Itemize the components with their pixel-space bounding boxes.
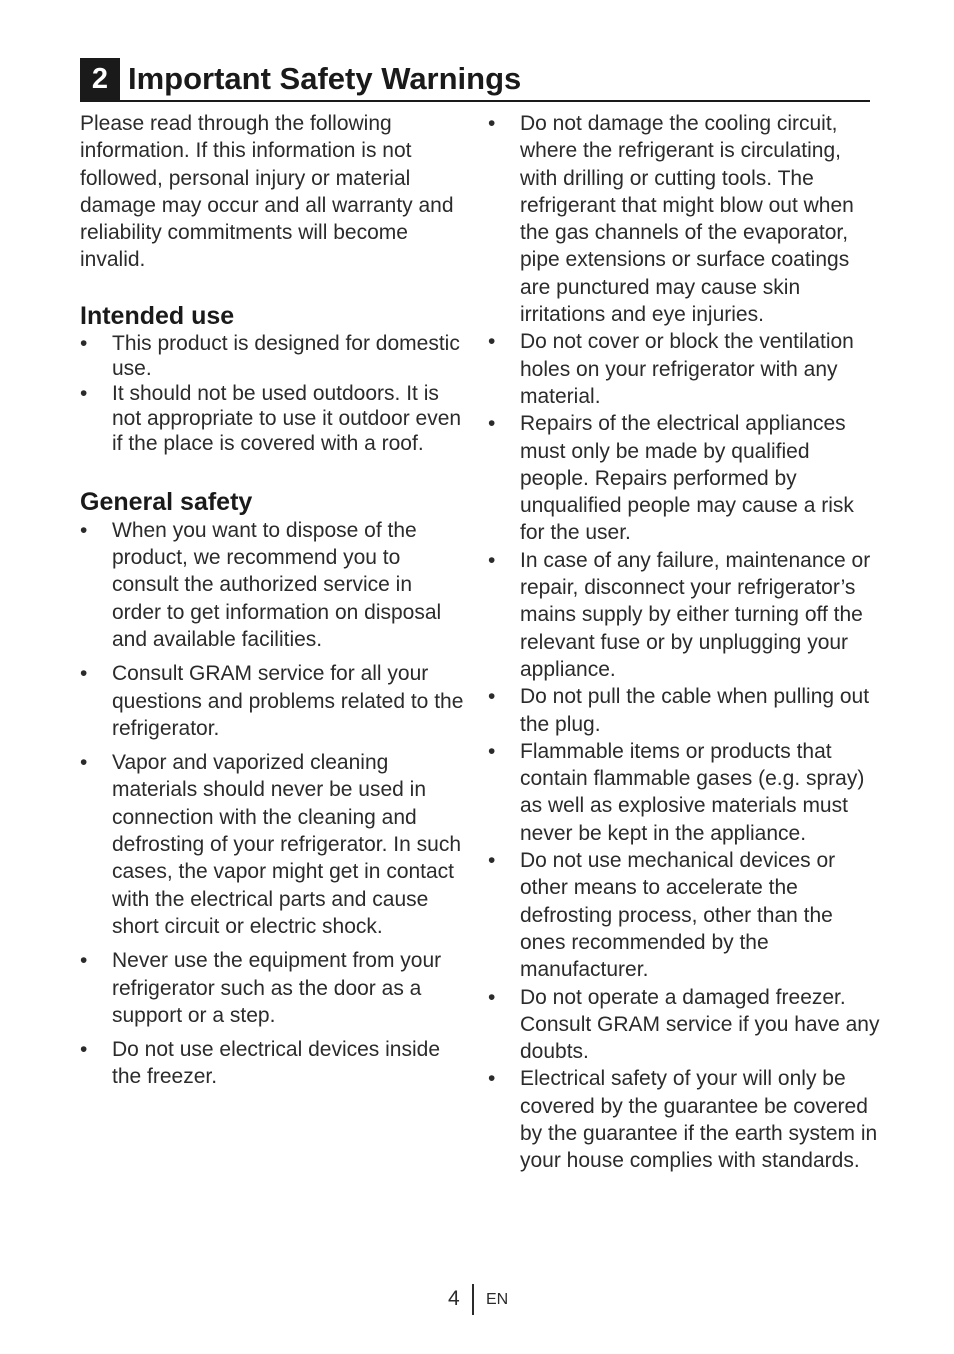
list-item xyxy=(80,749,465,940)
general-safety-heading: General safety xyxy=(80,487,253,516)
list-item xyxy=(80,947,465,1029)
bullet-icon: • xyxy=(80,381,88,405)
list-item xyxy=(488,738,883,847)
list-item-text: Electrical safety of your will only be covered by the guarantee be covered by the guarantee if the earth system in your house complies with standards. xyxy=(520,1067,878,1173)
bullet-icon: • xyxy=(80,331,88,355)
bullet-icon: • xyxy=(488,112,496,135)
bullet-icon: • xyxy=(80,949,88,973)
page-number: 4 xyxy=(448,1287,460,1310)
intro-paragraph: Please read through the following information. If this information is not followed, personal injury or material damage may occur and all warranty and reliability commitments will become invalid. xyxy=(80,112,454,272)
bullet-icon: • xyxy=(488,548,496,572)
list-item xyxy=(80,660,465,742)
list-item xyxy=(80,1036,465,1091)
page-footer xyxy=(0,1284,954,1314)
list-item xyxy=(488,683,883,738)
bullet-icon: • xyxy=(80,751,88,775)
list-item-text: When you want to dispose of the product, we recommend you to consult the authorized service in order to get information on disposal and available facilities. xyxy=(112,518,442,651)
list-item-text: Do not use mechanical devices or other means to accelerate the defrosting process, other than the ones recommended by the manufacturer. xyxy=(520,849,836,982)
list-item-text: Do not operate a damaged freezer. Consult GRAM service if you have any doubts. xyxy=(520,985,880,1064)
list-item-text: Do not cover or block the ventilation holes on your refrigerator with any material. xyxy=(520,330,854,408)
bullet-icon: • xyxy=(80,1038,88,1062)
list-item-text: Do not pull the cable when pulling out the plug. xyxy=(520,685,870,736)
list-item xyxy=(488,984,883,1066)
bullet-icon: • xyxy=(488,849,496,873)
list-item-text: This product is designed for domestic use. xyxy=(112,331,460,380)
chapter-number-badge: 2 xyxy=(80,58,120,100)
list-item-text: It should not be used outdoors. It is not appropriate to use it outdoor even if the place is covered with a roof. xyxy=(112,381,462,455)
bullet-icon: • xyxy=(488,685,496,709)
bullet-icon: • xyxy=(488,412,496,436)
list-item-text: Flammable items or products that contain flammable gases (e.g. spray) as well as explosive materials must never be kept in the appliance. xyxy=(520,739,865,845)
list-item xyxy=(80,331,465,381)
bullet-icon: • xyxy=(488,985,496,1009)
list-item xyxy=(488,410,883,546)
bullet-icon: • xyxy=(488,739,496,763)
list-item xyxy=(488,328,883,410)
right-column xyxy=(488,110,883,1175)
intended-use-heading: Intended use xyxy=(80,301,235,330)
language-code: EN xyxy=(486,1291,509,1308)
list-item-text: Consult GRAM service for all your questions and problems related to the refrigerator. xyxy=(112,662,464,740)
chapter-title: Important Safety Warnings xyxy=(128,61,522,96)
safety-warnings-list xyxy=(488,110,883,1175)
list-item-text: Do not damage the cooling circuit, where the refrigerant is circulating, with drilling or cutting tools. The refrigerant that might blow out when the gas channels of the evaporator, pipe extensions or surface coatings are punctured may cause skin irritations and eye injuries. xyxy=(520,112,854,327)
bullet-icon: • xyxy=(488,1067,496,1091)
list-item-text: Repairs of the electrical appliances must only be made by qualified people. Repairs performed by unqualified people may cause a risk for the user. xyxy=(520,412,854,545)
list-item xyxy=(488,1065,883,1174)
bullet-icon: • xyxy=(80,518,88,542)
general-safety-list xyxy=(80,517,465,1091)
list-item-text: Do not use electrical devices inside the freezer. xyxy=(112,1038,441,1089)
list-item xyxy=(80,381,465,456)
list-item xyxy=(488,110,883,328)
list-item-text: In case of any failure, maintenance or repair, disconnect your refrigerator’s mains supply by either turning off the relevant fuse or by unplugging your appliance. xyxy=(520,548,871,681)
left-column xyxy=(80,110,465,1091)
bullet-icon: • xyxy=(80,662,88,686)
list-item xyxy=(488,847,883,983)
list-item xyxy=(488,547,883,683)
list-item-text: Vapor and vaporized cleaning materials should never be used in connection with the cleaning and defrosting of your refrigerator. In such cases, the vapor might get in contact with the electrical parts and cause short circuit or electric shock. xyxy=(112,751,462,938)
list-item xyxy=(80,517,465,653)
footer-divider xyxy=(472,1284,474,1315)
chapter-header xyxy=(80,58,870,102)
intended-use-list xyxy=(80,331,465,456)
list-item-text: Never use the equipment from your refrigerator such as the door as a support or a step. xyxy=(112,949,442,1027)
bullet-icon: • xyxy=(488,330,496,354)
